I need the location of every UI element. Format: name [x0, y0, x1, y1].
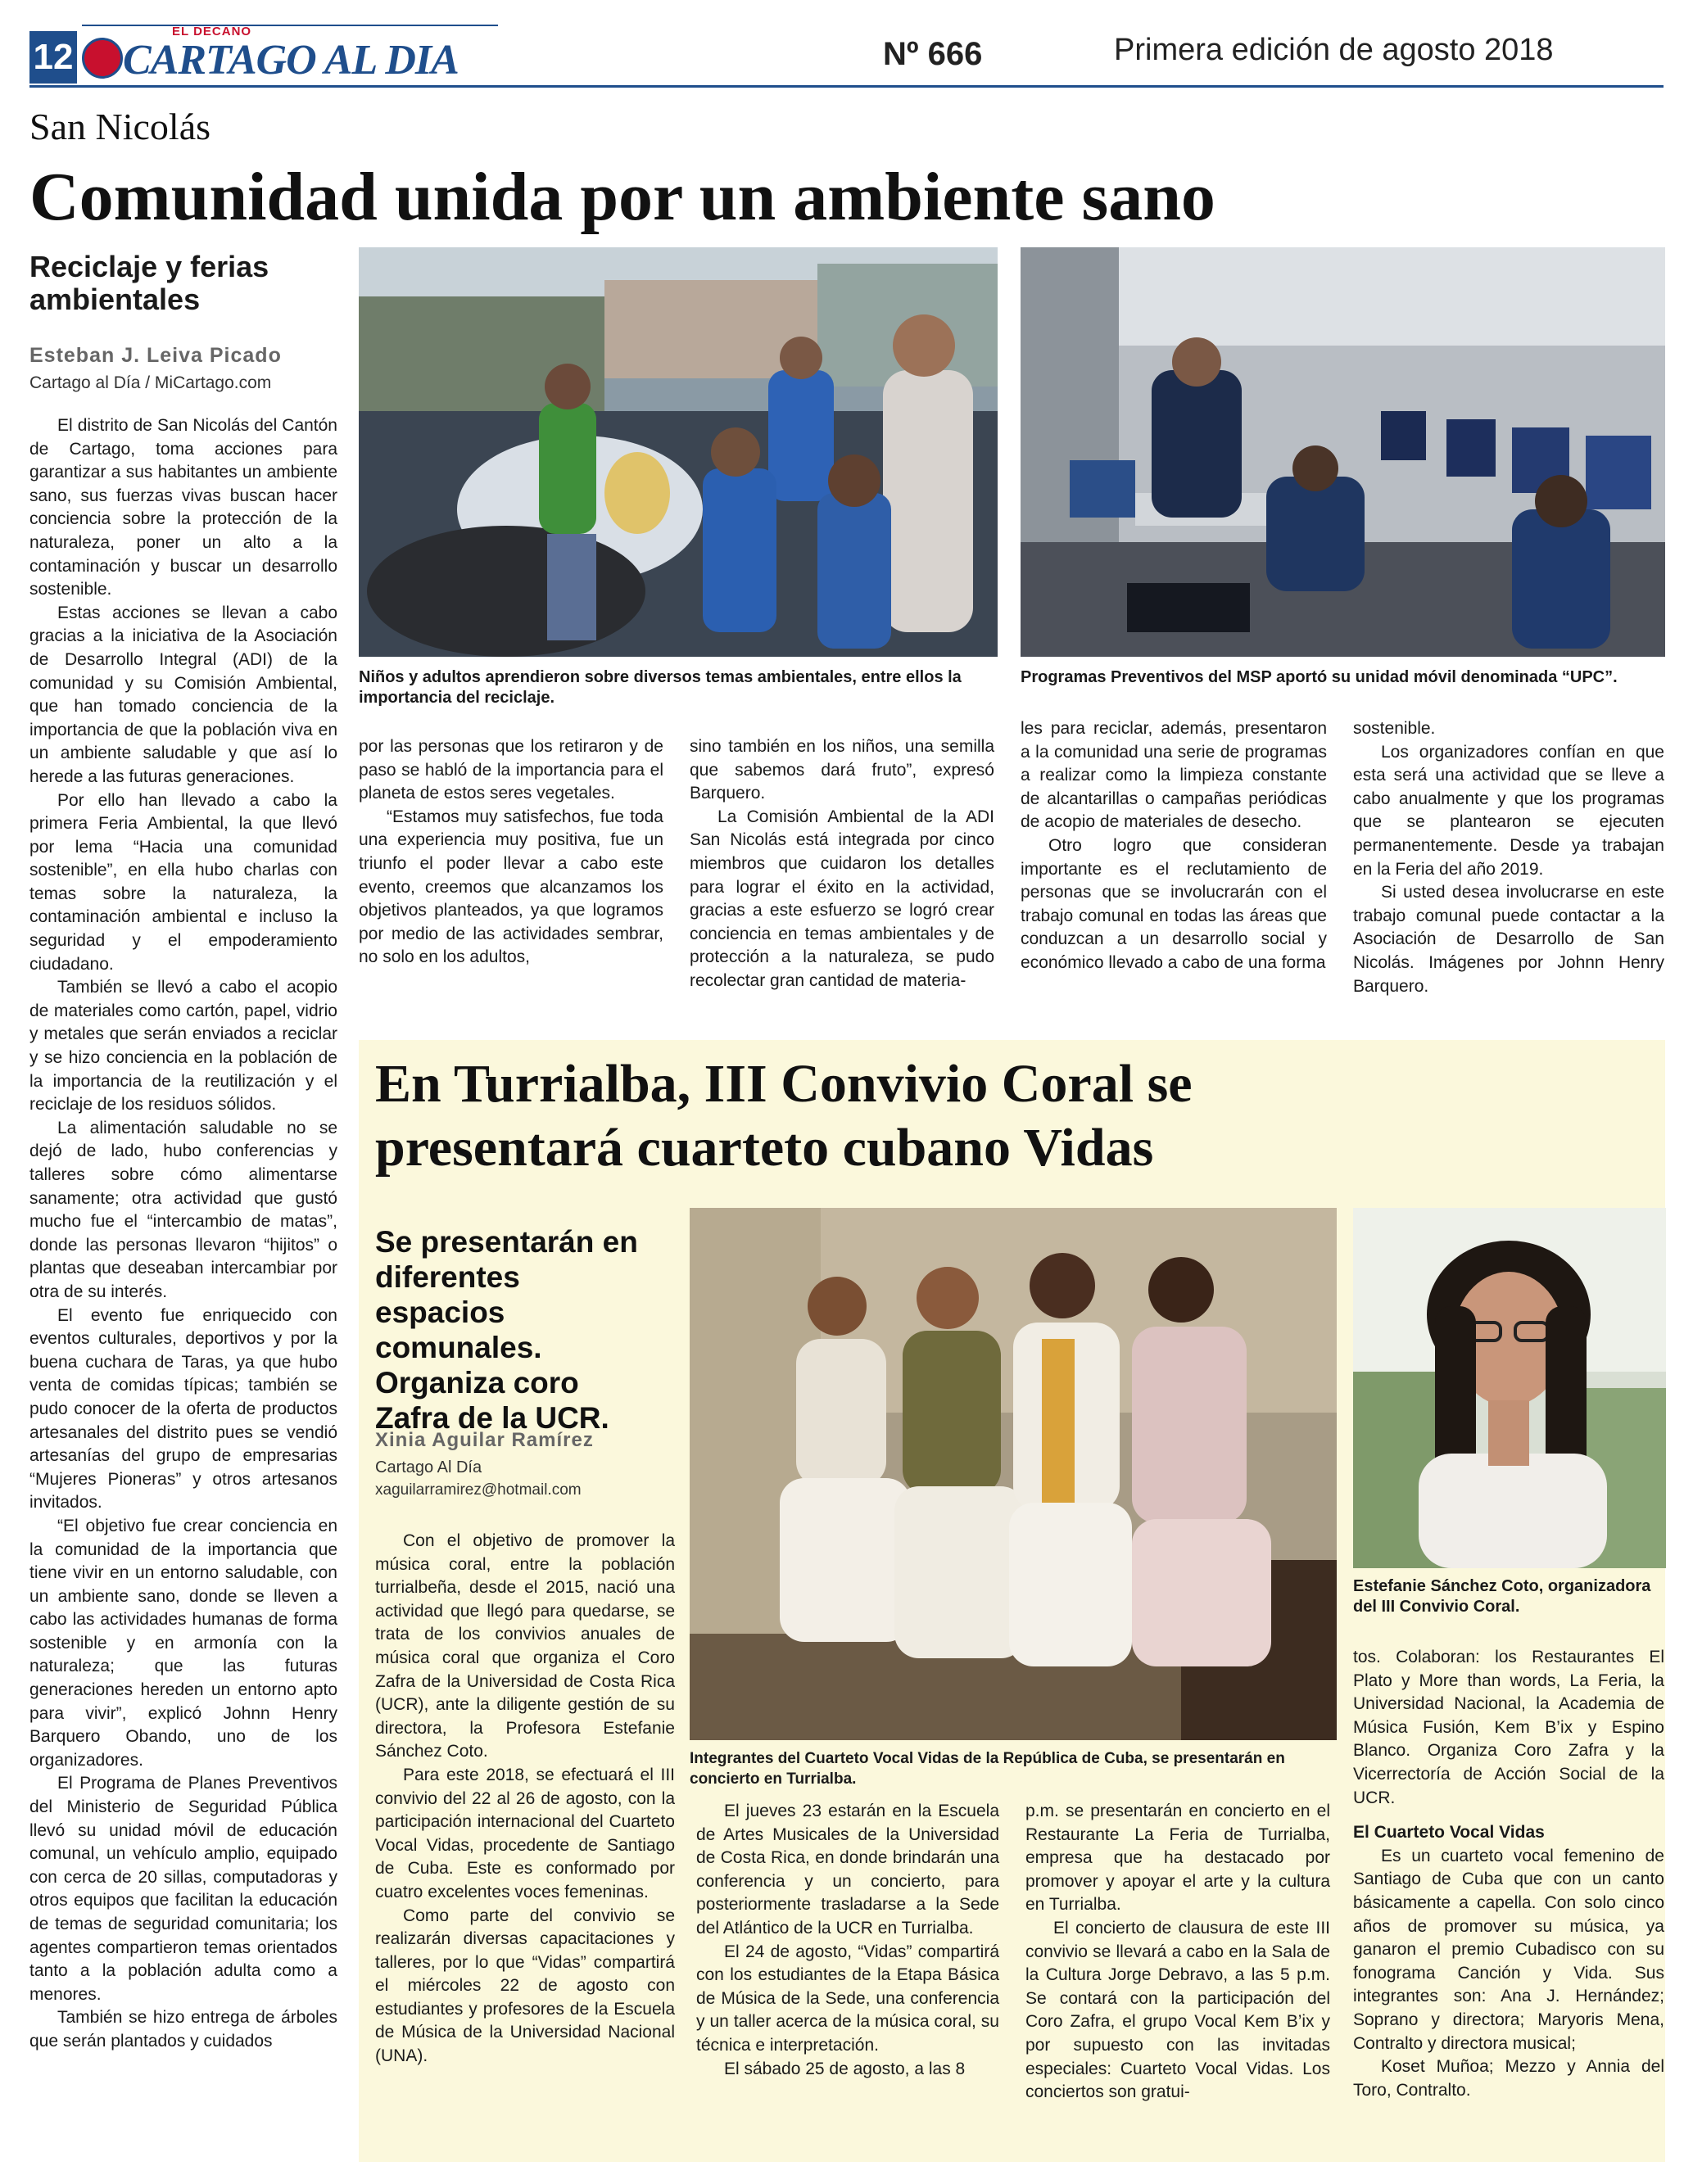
section-label: San Nicolás	[29, 106, 211, 147]
article2-author: Xinia Aguilar Ramírez	[375, 1429, 594, 1451]
mobile-unit-photo	[1021, 247, 1665, 657]
recycling-photo-caption: Niños y adultos aprendieron sobre diversos temas ambientales, entre ellos la importancia del reciclaje.	[359, 668, 962, 707]
logo-name: CARTAGO AL DIA	[123, 37, 459, 84]
article1-column-4	[1021, 717, 1327, 975]
paragraph: También se hizo entrega de árboles que serán plantados y cuidados	[29, 2008, 337, 2051]
article2-column-3	[1025, 1800, 1330, 2105]
paragraph: El distrito de San Nicolás del Cantón de Cartago, toma acciones para garantizar a sus habitantes un ambiente sano, sus fuerzas vivas buscan hacer conciencia sobre la protección de la naturaleza, poner un alto a la contaminación y buscar un desarrollo sostenible.	[29, 416, 337, 599]
logo-seal-icon	[82, 38, 123, 79]
quartet-photo-caption: Integrantes del Cuarteto Vocal Vidas de la República de Cuba, se presentarán en concierto en Turrialba.	[690, 1750, 1285, 1788]
paragraph: por las personas que los retiraron y de paso se habló de la importancia para el planeta de estos seres vegetales.	[359, 737, 663, 803]
paragraph: “Estamos muy satisfechos, fue toda una experiencia muy positiva, fue un triunfo el poder llevar a cabo este evento, creemos que alcanzamos los objetivos planteados, ya que logramos por medio de las actividades sembrar, no solo en los adultos,	[359, 807, 663, 967]
paragraph: También se llevó a cabo el acopio de materiales como cartón, papel, vidrio y metales que serán enviados a reciclar y se hizo conciencia en la población de la importancia de la reutilización y el reciclaje de los residuos sólidos.	[29, 978, 337, 1115]
article1-column-5	[1353, 717, 1664, 998]
paragraph: tos. Colaboran: los Restaurantes El Plato y More than words, La Feria, la Universidad Nacional, la Academia de Música Fusión, Kem B’ix y Espino Blanco. Organiza Coro Zafra y la Vicerrectoría de Acción Social de la UCR.	[1353, 1648, 1664, 1807]
paragraph: El 24 de agosto, “Vidas” compartirá con los estudiantes de la Etapa Básica de Música de la Sede, una conferencia y un taller acerca de la música coral, su técnica e interpretación.	[696, 1942, 999, 2055]
paragraph: El sábado 25 de agosto, a las 8	[724, 2059, 966, 2078]
article1-source: Cartago al Día / MiCartago.com	[29, 373, 272, 392]
paragraph: La alimentación saludable no se dejó de lado, hubo conferencias y talleres sobre cómo alimentarse sanamente; otra actividad que gustó mucho fue el “intercambio de matas”, donde las personas llevaron “hijitos” o plantas que deseaban intercambiar por otra de su interés.	[29, 1118, 337, 1301]
article2-column-4	[1353, 1646, 1664, 2102]
article1-author: Esteban J. Leiva Picado	[29, 344, 282, 367]
article2-subtitle: Se presentarán en diferentes espacios comunales. Organiza coro Zafra de la UCR.	[375, 1225, 638, 1435]
article2-source: Cartago Al Día	[375, 1458, 482, 1476]
article1-column-1	[29, 414, 337, 2054]
issue-number: Nº 666	[883, 36, 983, 72]
article2-email[interactable]: xaguilarramirez@hotmail.com	[375, 1481, 582, 1499]
paragraph: Con el objetivo de promover la música coral, entre la población turrialbeña, desde el 2015, nació una actividad que llegó para quedarse, se trata de los convivios anuales de música coral que organiza el Coro Zafra de la Universidad de Costa Rica (UCR), ante la diligente gestión de su directora, la Profesora Estefanie Sánchez Coto.	[375, 1531, 675, 1761]
paragraph: Por ello han llevado a cabo la primera Feria Ambiental, la que llevó por lema “Hacia una comunidad sostenible”, en ella hubo charlas con temas sobre la naturaleza, la contaminación ambiental e incluso la seguridad y el empoderamiento ciudadano.	[29, 790, 337, 974]
paragraph: El concierto de clausura de este III convivio se llevará a cabo en la Sala de la Cultura Jorge Debravo, a las 5 p.m. Se contará con la participación del Coro Zafra, el grupo Vocal Kem B’ix y por supuesto con las invitadas especiales: Cuarteto Vocal Vidas. Los conciertos son gratui-	[1025, 1918, 1330, 2102]
paragraph: “El objetivo fue crear conciencia en la comunidad de la importancia que tiene vivir en un entorno saludable, con un ambiente sano, donde se lleven a cabo las actividades humanas de forma sostenible y en armonía con la naturaleza; que las futuras generaciones hereden un entorno apto para vivir”, explicó Johnn Henry Barquero Obando, uno de los organizadores.	[29, 1516, 337, 1770]
paragraph: El Programa de Planes Preventivos del Ministerio de Seguridad Pública llevó su unidad móvil de educación comunal, un vehículo amplio, equipado con cerca de 20 sillas, computadoras y otros equipos que facilitan la educación de temas de seguridad comunitaria; los agentes compartieron temas orientados tanto a la población adulta como a menores.	[29, 1774, 337, 2004]
article1-subtitle: Reciclaje y ferias ambientales	[29, 250, 269, 316]
mobile-unit-photo-caption: Programas Preventivos del MSP aportó su unidad móvil denominada “UPC”.	[1021, 668, 1618, 686]
paragraph: sino también en los niños, una semilla que sabemos dará fruto”, expresó Barquero.	[690, 737, 994, 803]
paragraph: p.m. se presentarán en concierto en el Restaurante La Feria de Turrialba, empresa que ha destacado por promover y apoyar el arte y la cultura en Turrialba.	[1025, 1802, 1330, 1915]
article1-column-3	[690, 735, 994, 993]
logo-tagline: EL DECANO	[172, 25, 252, 38]
paragraph: Los organizadores confían en que esta será una actividad que se lleve a cabo anualmente y que los programas que se plantearon se ejecuten permanentemente. Desde ya trabajan en la Feria del año 2019.	[1353, 742, 1664, 879]
masthead-rule	[29, 85, 1664, 88]
newspaper-logo[interactable]	[82, 25, 459, 85]
recycling-photo	[359, 247, 998, 657]
paragraph: Es un cuarteto vocal femenino de Santiago de Cuba que con un canto básicamente a capella. Con solo cinco años de promover su música, ya ganaron el premio Cubadisco con su fonograma Canción y Vida. Sus integrantes son: Ana J. Hernández; Soprano y directora; Maryoris Mena, Contralto y directora musical;	[1353, 1846, 1664, 2053]
article2-column-2	[696, 1800, 999, 2081]
quartet-photo	[690, 1208, 1337, 1740]
article1-column-2	[359, 735, 663, 970]
paragraph: La Comisión Ambiental de la ADI San Nicolás está integrada por cinco miembros que cuidaron los detalles para lograr el éxito en la actividad, gracias a este esfuerzo se logró crear conciencia en temas ambientales y de protección a la naturaleza, se pudo recolectar gran cantidad de materia-	[690, 807, 994, 990]
paragraph: Para este 2018, se efectuará el III convivio del 22 al 26 de agosto, con la participación internacional del Cuarteto Vocal Vidas, procedente de Santiago de Cuba. Este es conformado por cuatro excelentes voces femeninas.	[375, 1765, 675, 1901]
edition-date: Primera edición de agosto 2018	[1114, 33, 1554, 67]
organizer-portrait-caption: Estefanie Sánchez Coto, organizadora del III Convivio Coral.	[1353, 1577, 1651, 1616]
paragraph: les para reciclar, además, presentaron a la comunidad una serie de programas a realizar como la limpieza constante de alcantarillas o campañas periódicas de acopio de materiales de desecho.	[1021, 719, 1327, 832]
paragraph: Otro logro que consideran importante es el reclutamiento de personas que se involucrarán con el trabajo comunal en todas las áreas que conduzcan a un desarrollo social y económico llevado a cabo de una forma	[1021, 835, 1327, 972]
paragraph: Koset Muñoa; Mezzo y Annia del Toro, Contralto.	[1353, 2057, 1664, 2100]
article2-headline: En Turrialba, III Convivio Coral se presentará cuarteto cubano Vidas	[375, 1054, 1193, 1178]
article1-headline: Comunidad unida por un ambiente sano	[29, 159, 1215, 235]
paragraph: Si usted desea involucrarse en este trabajo comunal puede contactar a la Asociación de Desarrollo de San Nicolás. Imágenes por Johnn Henry Barquero.	[1353, 883, 1664, 996]
article2-column-1	[375, 1530, 675, 2069]
paragraph: sostenible.	[1353, 719, 1436, 738]
column-subhead: El Cuarteto Vocal Vidas	[1353, 1823, 1545, 1843]
paragraph: El jueves 23 estarán en la Escuela de Artes Musicales de la Universidad de Costa Rica, en donde brindarán una conferencia y un concierto, para posteriormente trasladarse a la Sede del Atlántico de la UCR en Turrialba.	[696, 1802, 999, 1938]
paragraph: El evento fue enriquecido con eventos culturales, deportivos y por la buena cuchara de Taras, ya que hubo venta de comidas típicas; también se pudo conocer de la oferta de productos artesanales del distrito pues se vendió artesanías del grupo de empresarias “Mujeres Pioneras” y otros artesanos invitados.	[29, 1305, 337, 1513]
paragraph: Como parte del convivio se realizarán diversas capacitaciones y talleres, por lo que “Vidas” compartirá el miércoles 22 de agosto con estudiantes y profesores de la Escuela de Música de la Universidad Nacional (UNA).	[375, 1906, 675, 2066]
page-number: 12	[29, 31, 77, 84]
organizer-portrait	[1353, 1208, 1666, 1568]
paragraph: Estas acciones se llevan a cabo gracias a la iniciativa de la Asociación de Desarrollo Integral (ADI) de la comunidad y su Comisión Ambiental, que han tomado conciencia de la importancia de que la población viva en un ambiente saludable y que así lo herede a las futuras generaciones.	[29, 603, 337, 786]
